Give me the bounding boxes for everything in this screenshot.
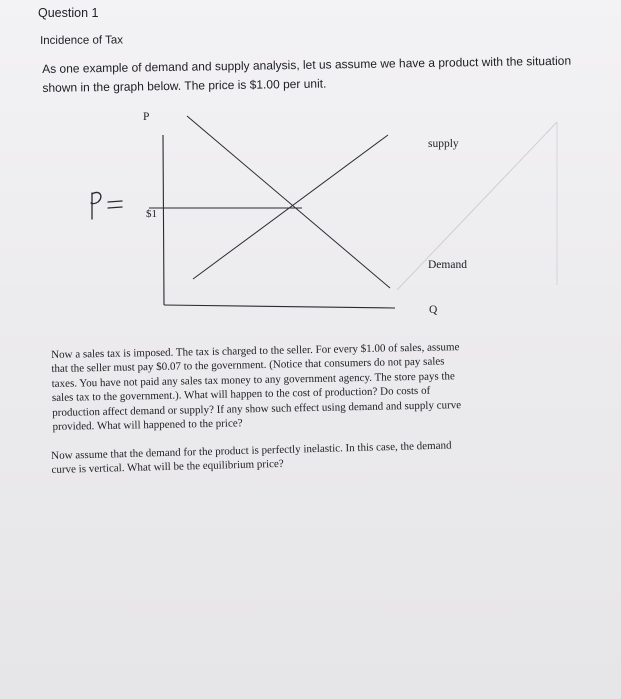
paragraph1-line: production affect demand or supply? If any show such effect using demand and supply curve (52, 398, 462, 419)
p-axis-label: P (143, 111, 150, 123)
paragraph1-line: sales tax to the government.). What will happen to the cost of production? Do costs of (51, 384, 431, 405)
inelastic-demand-paragraph (51, 435, 572, 477)
question-subtitle: Incidence of Tax (40, 34, 123, 47)
supply-demand-graph (70, 105, 570, 335)
paragraph1-line: provided. What will happened to the price? (52, 417, 243, 434)
paragraph1-line: taxes. You have not paid any sales tax money to any government agency. The store pays the (51, 370, 455, 390)
handwritten-note-drawing (91, 192, 122, 219)
price-tag: $1 (146, 208, 157, 220)
question-title: Question 1 (38, 6, 99, 20)
supply-label: supply (428, 138, 459, 150)
paragraph1-line: Now a sales tax is imposed. The tax is charged to the seller. For every $1.00 of sales, assume (51, 341, 460, 361)
paragraph2-line: Now assume that the demand for the product is perfectly inelastic. In this case, the demand (51, 439, 452, 462)
faint-supply-line (397, 122, 557, 290)
tax-question-paragraph (51, 338, 573, 434)
demand-label: Demand (428, 259, 467, 271)
supply-curve (193, 135, 388, 279)
horizontal-axis (164, 305, 395, 308)
vertical-axis (163, 135, 164, 305)
demand-curve (187, 116, 390, 288)
intro-text (42, 52, 572, 98)
q-axis-label: Q (429, 304, 438, 316)
paragraph2-line: curve is vertical. What will be the equilibrium price? (51, 458, 284, 477)
intro-line-2: shown in the graph below. The price is $1.00 per unit. (42, 76, 327, 95)
paragraph1-line: that the seller must pay $0.07 to the government. (Notice that consumers do not pay sales (51, 355, 445, 376)
intro-line-1: As one example of demand and supply analysis, let us assume we have a product with the situation (42, 53, 572, 76)
